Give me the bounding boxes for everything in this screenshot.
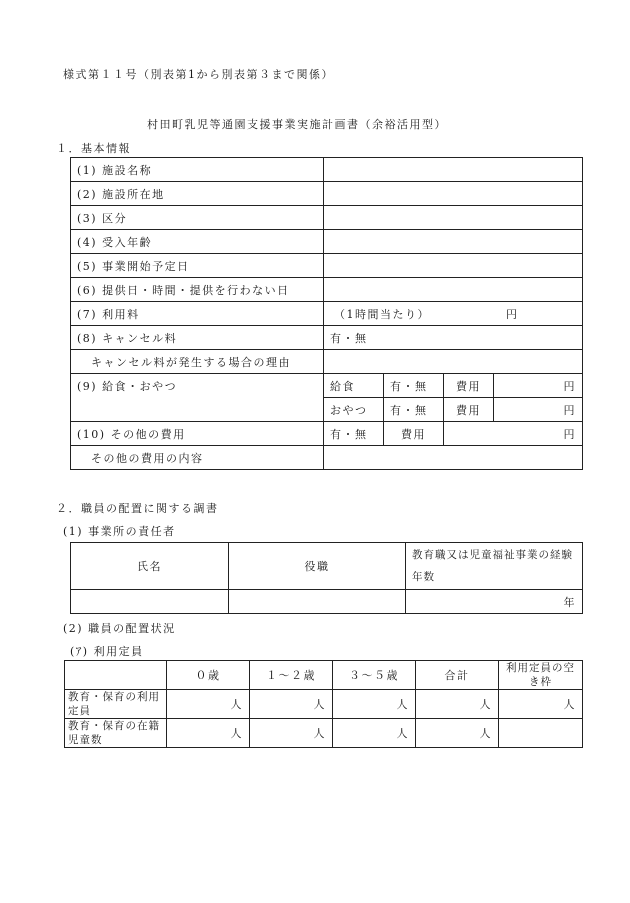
cancel-reason-value — [324, 350, 583, 374]
table-row — [71, 302, 583, 326]
start-date-label: (5) 事業開始予定日 — [71, 254, 324, 278]
days-value — [324, 278, 583, 302]
person-unit: 人 — [416, 719, 499, 748]
form-number: 様式第１１号（別表第1から別表第３まで関係） — [63, 68, 334, 81]
meal-label: (9) 給食・おやつ — [71, 374, 324, 422]
table-row — [65, 690, 583, 719]
meal-yen: 円 — [494, 374, 583, 398]
capacity-header-vacancy: 利用定員の空き枠 — [499, 661, 583, 690]
person-unit: 人 — [167, 690, 250, 719]
other-detail-label: その他の費用の内容 — [71, 446, 324, 470]
age-value — [324, 230, 583, 254]
table-row — [71, 350, 583, 374]
capacity-header-age3-5: ３～５歳 — [333, 661, 416, 690]
days-label: (6) 提供日・時間・提供を行わない日 — [71, 278, 324, 302]
table-row — [65, 661, 583, 690]
section1-heading: １．基本情報 — [56, 142, 131, 155]
person-unit: 人 — [250, 690, 333, 719]
meal-yes-no: 有・無 — [384, 374, 444, 398]
snack-cost-label: 費用 — [444, 398, 494, 422]
fee-value — [324, 302, 583, 326]
snack-yen: 円 — [494, 398, 583, 422]
category-value — [324, 206, 583, 230]
snack-yes-no: 有・無 — [384, 398, 444, 422]
capacity-subheading: (ｱ) 利用定員 — [70, 645, 144, 658]
person-unit: 人 — [416, 690, 499, 719]
other-cost-item-label: 費用 — [384, 422, 444, 446]
cancel-fee-label: (8) キャンセル料 — [71, 326, 324, 350]
manager-title-header: 役職 — [229, 543, 406, 590]
other-cost-label: (10) その他の費用 — [71, 422, 324, 446]
capacity-header-total: 合計 — [416, 661, 499, 690]
person-unit: 人 — [499, 690, 583, 719]
table-row — [71, 182, 583, 206]
capacity-table — [64, 660, 583, 748]
facility-address-value — [324, 182, 583, 206]
table-row — [71, 230, 583, 254]
facility-name-label: (1) 施設名称 — [71, 158, 324, 182]
capacity-row-label-enrolled: 教育・保育の在籍児童数 — [65, 719, 167, 748]
capacity-header-age1-2: １～２歳 — [250, 661, 333, 690]
manager-name-value — [71, 590, 229, 614]
snack-item-label: おやつ — [324, 398, 384, 422]
fee-note: （1時間当たり） — [334, 307, 430, 321]
staffing-subheading: (2) 職員の配置状況 — [63, 622, 176, 635]
category-label: (3) 区分 — [71, 206, 324, 230]
section2-heading: ２．職員の配置に関する調書 — [56, 502, 219, 515]
table-row — [71, 446, 583, 470]
table-row — [71, 326, 583, 350]
fee-yen: 円 — [506, 307, 519, 321]
capacity-corner-cell — [65, 661, 167, 690]
table-row — [71, 422, 583, 446]
person-unit: 人 — [333, 690, 416, 719]
basic-info-table — [70, 157, 583, 470]
manager-title-value — [229, 590, 406, 614]
fee-label: (7) 利用料 — [71, 302, 324, 326]
person-unit: 人 — [333, 719, 416, 748]
table-row — [71, 590, 583, 614]
table-row — [71, 278, 583, 302]
table-row — [71, 374, 583, 398]
page-title: 村田町乳児等通園支援事業実施計画書（余裕活用型） — [147, 118, 447, 131]
manager-table — [70, 542, 583, 614]
table-row — [71, 158, 583, 182]
other-yes-no: 有・無 — [324, 422, 384, 446]
table-row — [71, 206, 583, 230]
cancel-reason-label: キャンセル料が発生する場合の理由 — [71, 350, 324, 374]
person-unit: 人 — [167, 719, 250, 748]
meal-item-label: 給食 — [324, 374, 384, 398]
manager-name-header: 氏名 — [71, 543, 229, 590]
manager-experience-header: 教育職又は児童福祉事業の経験年数 — [406, 543, 583, 590]
capacity-row-label-quota: 教育・保育の利用定員 — [65, 690, 167, 719]
start-date-value — [324, 254, 583, 278]
facility-address-label: (2) 施設所在地 — [71, 182, 324, 206]
manager-subheading: (1) 事業所の責任者 — [63, 525, 176, 538]
table-row — [65, 719, 583, 748]
table-row — [71, 543, 583, 590]
cancel-fee-yes-no: 有・無 — [324, 326, 583, 350]
facility-name-value — [324, 158, 583, 182]
table-row — [71, 254, 583, 278]
manager-years-unit: 年 — [406, 590, 583, 614]
capacity-header-age0: ０歳 — [167, 661, 250, 690]
other-detail-value — [324, 446, 583, 470]
meal-cost-label: 費用 — [444, 374, 494, 398]
age-label: (4) 受入年齢 — [71, 230, 324, 254]
person-unit: 人 — [250, 719, 333, 748]
capacity-empty-cell — [499, 719, 583, 748]
other-yen: 円 — [444, 422, 583, 446]
